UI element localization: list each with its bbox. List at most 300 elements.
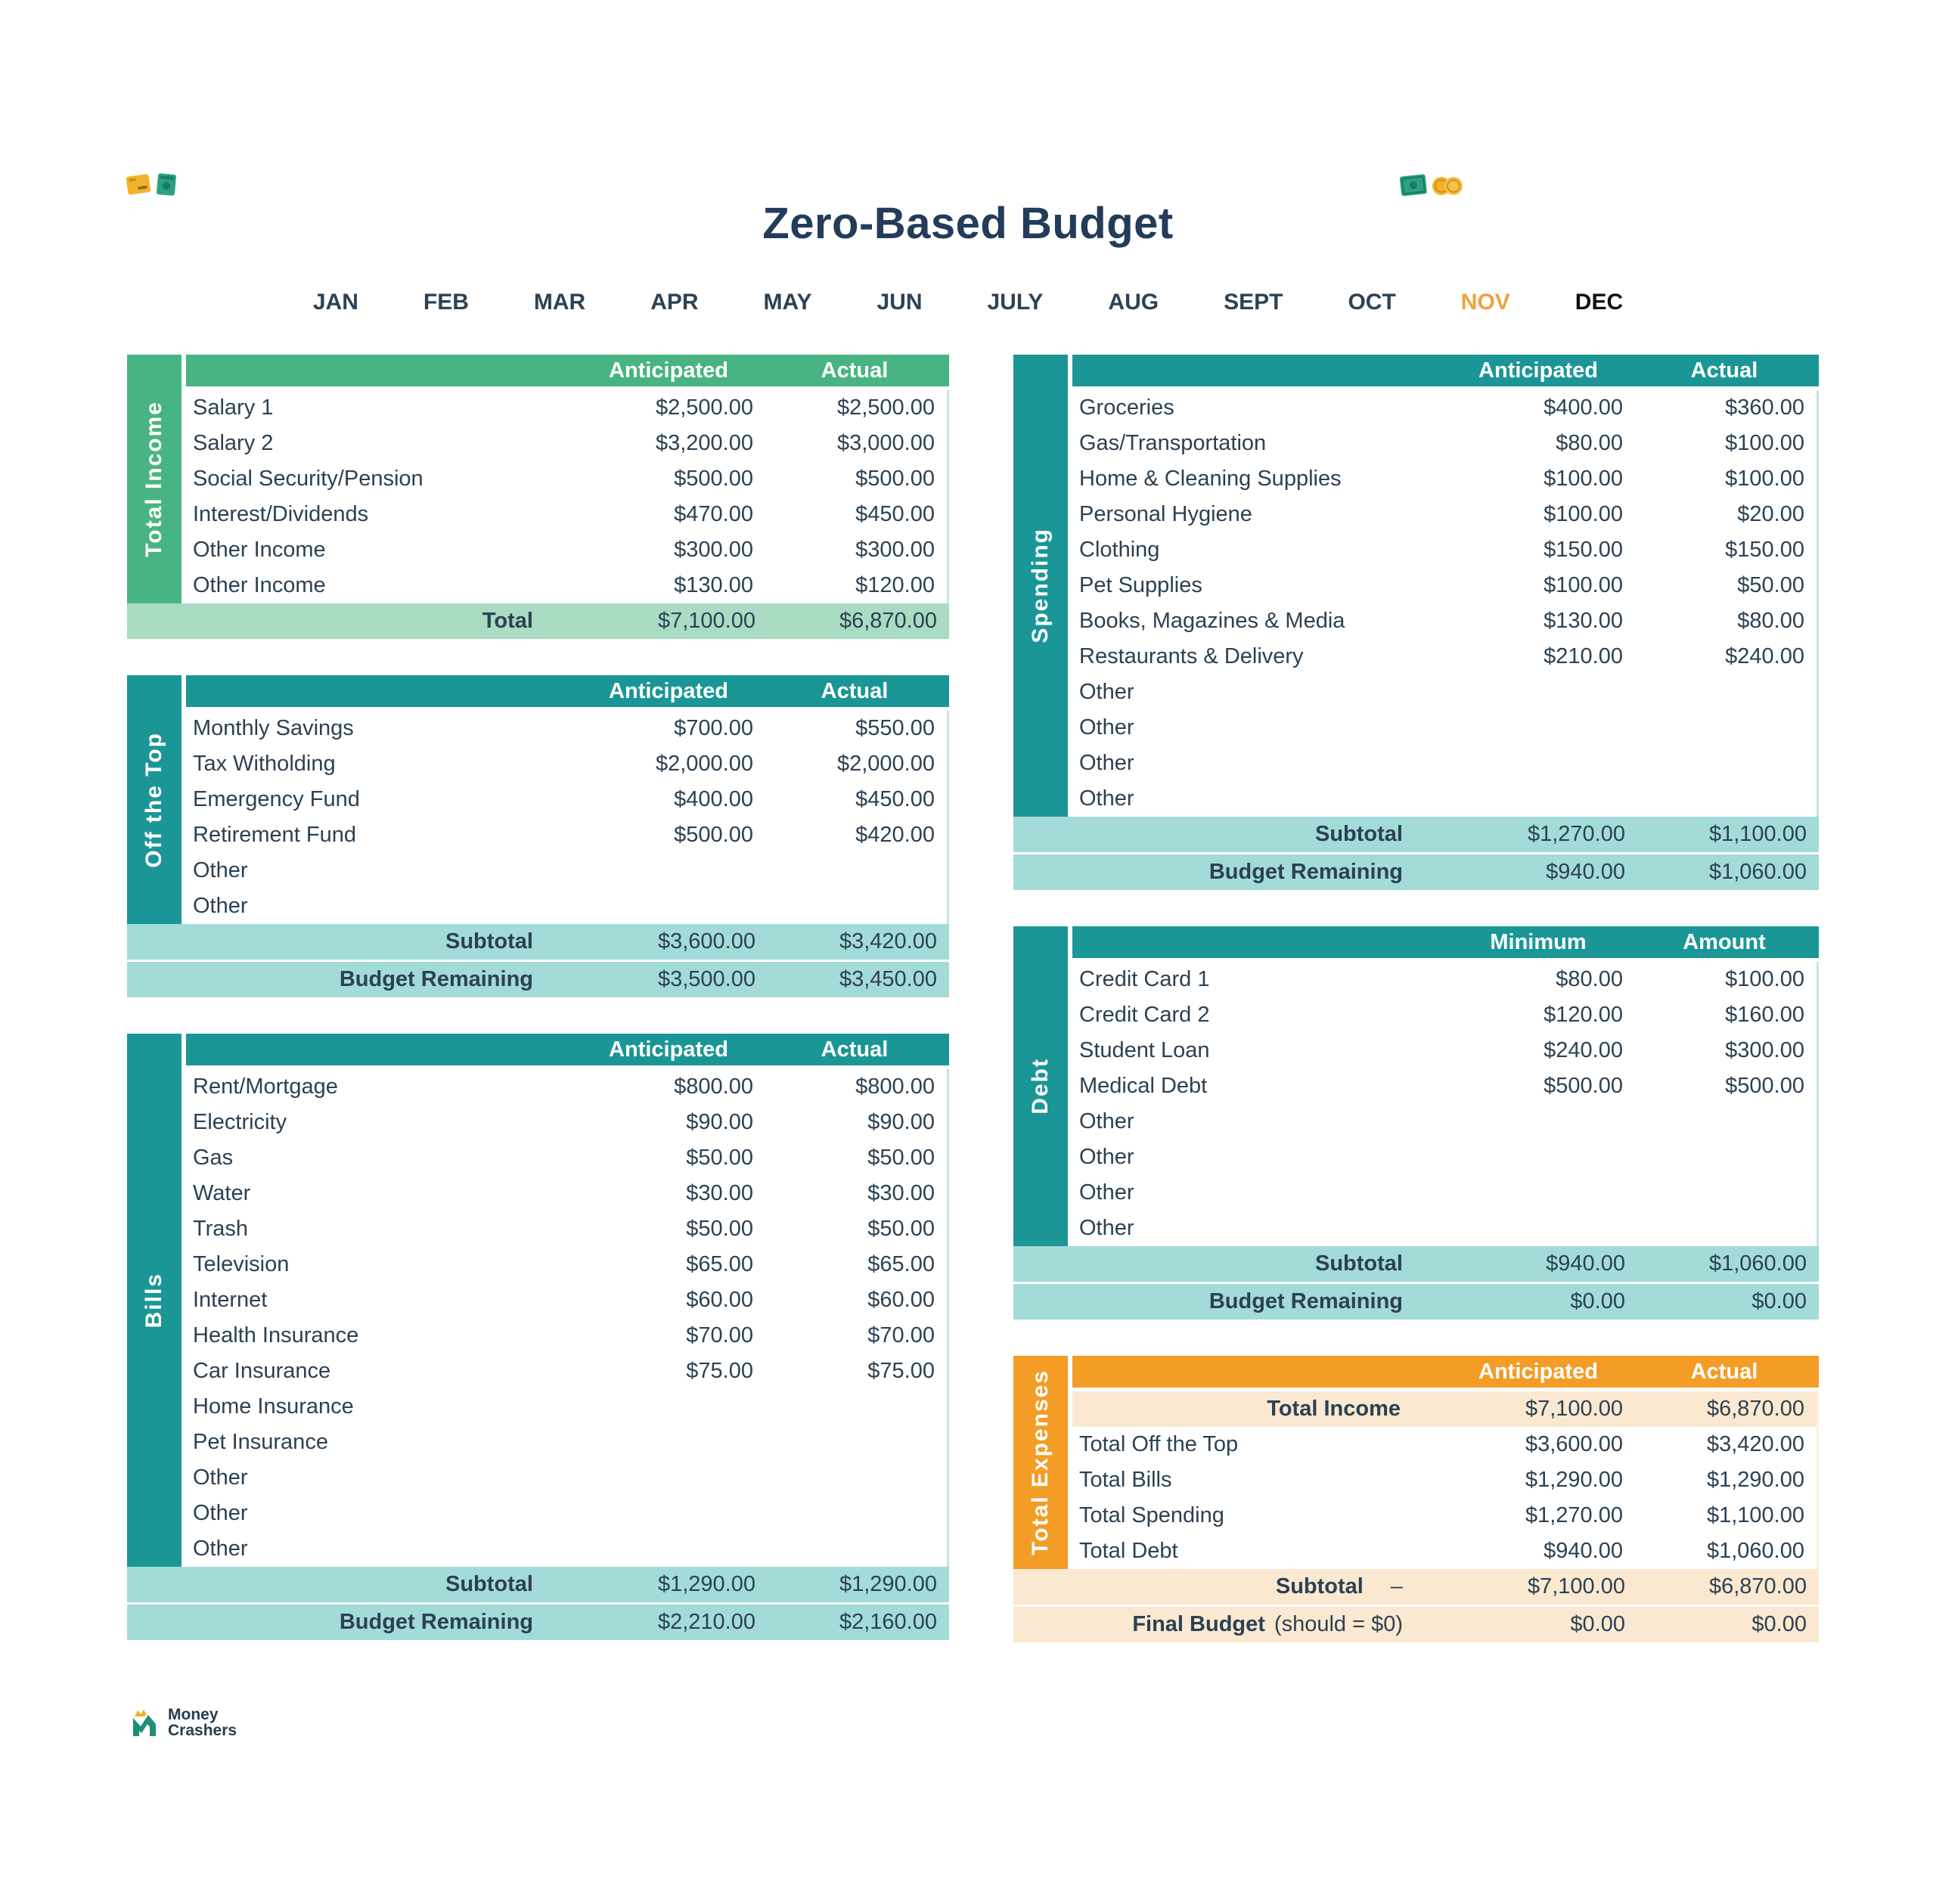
row-label: Other	[1079, 786, 1134, 811]
footer-label-text: Budget Remaining	[339, 1610, 533, 1634]
row-label: Gas	[193, 1146, 234, 1170]
row-value-2: $70.00	[867, 1323, 935, 1347]
row-value-1: $400.00	[1544, 395, 1623, 420]
row-label: Credit Card 1	[1079, 967, 1210, 991]
tables-area	[0, 355, 1936, 1679]
footer-label-text: Budget Remaining	[339, 967, 533, 991]
table-row	[186, 1282, 947, 1318]
total-expenses-band	[1013, 1356, 1068, 1569]
bills-content	[186, 1034, 949, 1567]
row-label: Rent/Mortgage	[193, 1074, 338, 1099]
row-value-1: $30.00	[686, 1181, 753, 1205]
table-row	[186, 532, 947, 568]
row-label: Gas/Transportation	[1079, 431, 1267, 455]
row-label: Other	[1079, 680, 1134, 704]
row-label: Pet Insurance	[193, 1430, 328, 1454]
row-value-2: $500.00	[1725, 1074, 1804, 1098]
table-row	[1072, 1462, 1817, 1498]
table-debt	[1013, 926, 1819, 1319]
debt-content	[1072, 926, 1819, 1246]
month-tab-jun[interactable]: JUN	[876, 290, 923, 315]
table-row	[186, 1176, 947, 1211]
row-value-1: $65.00	[686, 1252, 753, 1276]
spending-footer-row	[1013, 817, 1819, 852]
logo-line1: Money	[168, 1706, 219, 1723]
months-nav	[0, 290, 1936, 315]
footer-value-1: $7,100.00	[1527, 1574, 1625, 1599]
row-value-2: $1,060.00	[1706, 1539, 1804, 1563]
table-row	[1072, 1211, 1817, 1246]
total-expenses-content	[1072, 1356, 1819, 1569]
row-value-1: $150.00	[1544, 538, 1623, 562]
column-header-2: Actual	[821, 1037, 889, 1062]
row-value-2: $300.00	[1725, 1038, 1804, 1062]
month-tab-may[interactable]: MAY	[763, 290, 812, 315]
spending-main	[1013, 355, 1819, 817]
footer-value-2: $1,060.00	[1708, 1251, 1807, 1276]
table-row	[1072, 461, 1817, 497]
row-value-2: $150.00	[1725, 538, 1804, 562]
footer-label-text: Subtotal	[1315, 822, 1403, 846]
table-row	[186, 461, 947, 497]
row-value-1: $300.00	[674, 538, 753, 562]
logo-line2: Crashers	[168, 1722, 237, 1739]
column-header-1: Anticipated	[1478, 358, 1598, 383]
month-tab-dec[interactable]: DEC	[1575, 290, 1624, 315]
column-header-1: Anticipated	[609, 1037, 728, 1062]
column-header-1: Anticipated	[1478, 1359, 1598, 1384]
row-label: Total Income	[1267, 1397, 1401, 1421]
row-value-2: $50.00	[1737, 573, 1804, 597]
row-label: Personal Hygiene	[1079, 502, 1252, 526]
bills-footer-row	[127, 1567, 949, 1602]
debt-body	[1072, 962, 1819, 1246]
month-tab-sept[interactable]: SEPT	[1224, 290, 1283, 315]
row-value-1: $1,290.00	[1525, 1468, 1623, 1492]
row-label: Groceries	[1079, 395, 1174, 420]
table-row	[1072, 603, 1817, 639]
footer-value-1: $3,500.00	[657, 967, 755, 991]
footer-value-2: $6,870.00	[839, 609, 937, 633]
row-value-2: $1,100.00	[1706, 1503, 1804, 1527]
column-header-2: Actual	[821, 678, 889, 703]
footer-label	[127, 1610, 577, 1635]
row-label: Home & Cleaning Supplies	[1079, 467, 1342, 491]
row-label: Emergency Fund	[193, 787, 360, 811]
row-label: Total Off the Top	[1079, 1432, 1239, 1456]
footer-label	[1013, 1612, 1447, 1637]
row-value-1: $100.00	[1544, 467, 1623, 491]
table-row	[1072, 1175, 1817, 1211]
footer-value-1: $0.00	[1570, 1612, 1625, 1636]
row-value-2: $450.00	[855, 787, 935, 811]
table-row	[1072, 674, 1817, 710]
row-value-2: $500.00	[855, 467, 935, 491]
row-label: Total Debt	[1079, 1539, 1178, 1563]
table-row	[186, 1318, 947, 1354]
off-the-top-content	[186, 675, 949, 924]
bills-header	[186, 1034, 949, 1065]
row-label: Television	[193, 1252, 290, 1276]
table-row	[1072, 390, 1817, 426]
table-row	[186, 1247, 947, 1282]
footer-value-2: $6,870.00	[1708, 1574, 1807, 1599]
footer-label-text: Subtotal	[445, 1572, 533, 1596]
row-label: Other Income	[193, 573, 326, 597]
table-row	[186, 746, 947, 782]
row-label: Internet	[193, 1288, 268, 1312]
footer-value-2: $1,060.00	[1708, 860, 1807, 884]
row-value-2: $300.00	[855, 538, 935, 562]
row-value-1: $210.00	[1544, 644, 1623, 668]
footer-value-2: $2,160.00	[839, 1610, 937, 1634]
row-value-1: $100.00	[1544, 502, 1623, 526]
row-value-1: $70.00	[686, 1323, 753, 1347]
footer-label	[1013, 1289, 1447, 1314]
table-row	[186, 1460, 947, 1496]
row-label: Salary 1	[193, 395, 274, 420]
table-row	[1072, 1391, 1817, 1427]
row-value-1: $2,500.00	[655, 395, 753, 420]
row-label: Other	[1079, 1180, 1134, 1205]
table-row	[186, 1425, 947, 1460]
row-label: Pet Supplies	[1079, 573, 1202, 597]
footer-label-text: Subtotal	[445, 929, 533, 954]
spending-content	[1072, 355, 1819, 817]
row-value-2: $160.00	[1725, 1003, 1804, 1027]
table-row	[186, 782, 947, 817]
total-expenses-body	[1072, 1391, 1819, 1569]
row-label: Electricity	[193, 1110, 287, 1134]
table-row	[1072, 781, 1817, 817]
footer-value-1: $1,290.00	[657, 1572, 755, 1596]
month-tab-oct[interactable]: OCT	[1348, 290, 1396, 315]
table-row	[186, 1211, 947, 1247]
footer-label-text: Subtotal	[1275, 1574, 1364, 1599]
row-value-2: $60.00	[867, 1288, 935, 1312]
income-main	[127, 355, 949, 603]
row-value-1: $80.00	[1556, 431, 1623, 455]
row-label: Other	[1079, 1145, 1134, 1169]
row-value-1: $3,600.00	[1525, 1432, 1623, 1456]
footer-value-2: $1,100.00	[1708, 822, 1807, 846]
table-row	[1072, 962, 1817, 997]
footer-value-2: $0.00	[1751, 1289, 1807, 1313]
footer-value-2: $0.00	[1751, 1612, 1807, 1636]
table-row	[186, 817, 947, 853]
table-row	[1072, 997, 1817, 1033]
table-row	[1072, 710, 1817, 746]
row-value-1: $400.00	[674, 787, 753, 811]
page-title: Zero-Based Budget	[762, 199, 1174, 248]
table-row	[1072, 1498, 1817, 1533]
footer-value-2: $1,290.00	[839, 1572, 937, 1596]
footer-value-2: $3,420.00	[839, 929, 937, 954]
footer-label-text: Budget Remaining	[1208, 1289, 1403, 1313]
row-value-2: $50.00	[867, 1217, 935, 1241]
off-the-top-main	[127, 675, 949, 924]
row-label: Other	[1079, 1109, 1134, 1133]
row-value-1: $130.00	[674, 573, 753, 597]
row-label: Other	[193, 1501, 248, 1525]
footer-label	[1013, 860, 1447, 885]
table-row	[1072, 1140, 1817, 1175]
month-tab-jan[interactable]: JAN	[312, 290, 358, 315]
row-value-2: $2,000.00	[836, 752, 935, 776]
row-label: Home Insurance	[193, 1394, 354, 1419]
row-value-2: $360.00	[1725, 395, 1804, 420]
footer-value-1: $7,100.00	[657, 609, 755, 633]
column-header-1: Minimum	[1490, 929, 1587, 954]
column-header-2: Actual	[1690, 1359, 1758, 1384]
row-value-2: $1,290.00	[1706, 1468, 1804, 1492]
month-tab-mar[interactable]: MAR	[533, 290, 586, 315]
table-row	[1072, 1068, 1817, 1104]
row-label: Salary 2	[193, 431, 274, 455]
footer-label-text: Total	[482, 609, 533, 633]
off-the-top-footer-row	[127, 924, 949, 960]
row-value-1: $130.00	[1544, 609, 1623, 633]
row-value-2: $120.00	[855, 573, 935, 597]
row-label: Other	[193, 1465, 248, 1490]
row-value-2: $450.00	[855, 502, 935, 526]
row-value-1: $90.00	[686, 1110, 753, 1134]
income-footer-row	[127, 603, 949, 639]
footer-value-1: $3,600.00	[657, 929, 755, 954]
band-label: Debt	[1028, 1058, 1053, 1115]
off-the-top-band	[127, 675, 182, 924]
footer-label	[127, 967, 577, 992]
table-row	[186, 1531, 947, 1567]
table-row	[186, 1496, 947, 1531]
table-row	[186, 888, 947, 924]
row-label: Monthly Savings	[193, 716, 354, 740]
footer-label	[127, 1572, 577, 1597]
column-header-2: Actual	[1690, 358, 1758, 383]
money-icons-top-right	[1396, 168, 1466, 206]
row-value-1: $80.00	[1556, 967, 1623, 991]
column-header-2: Amount	[1683, 929, 1766, 954]
footer-label-text: Subtotal	[1315, 1251, 1403, 1276]
row-value-1: $500.00	[674, 467, 753, 491]
row-value-2: $20.00	[1737, 502, 1804, 526]
row-value-2: $550.00	[855, 716, 935, 740]
table-row	[186, 390, 947, 426]
month-tab-aug[interactable]: AUG	[1108, 290, 1159, 315]
band-label: Total Income	[141, 401, 166, 557]
table-row	[1072, 497, 1817, 532]
table-row	[186, 1069, 947, 1105]
band-label: Off the Top	[141, 731, 166, 868]
footer-label	[127, 929, 577, 954]
bills-body	[186, 1069, 949, 1567]
teal-banknote-icon	[157, 173, 176, 196]
month-tab-apr[interactable]: APR	[650, 290, 699, 315]
table-row	[186, 426, 947, 461]
table-row	[1072, 568, 1817, 603]
row-label: Student Loan	[1079, 1038, 1210, 1062]
row-label: Social Security/Pension	[193, 467, 424, 491]
row-value-1: $7,100.00	[1525, 1397, 1623, 1421]
row-value-2: $6,870.00	[1706, 1397, 1804, 1421]
table-row	[186, 497, 947, 532]
column-right	[1013, 355, 1819, 1679]
row-label: Other Income	[193, 538, 326, 562]
table-off-the-top	[127, 675, 949, 997]
row-value-1: $240.00	[1544, 1038, 1623, 1062]
table-row	[186, 1389, 947, 1425]
table-row	[1072, 1533, 1817, 1569]
row-value-2: $65.00	[867, 1252, 935, 1276]
row-label: Retirement Fund	[193, 823, 356, 847]
column-left	[127, 355, 949, 1679]
off-the-top-header	[186, 675, 949, 707]
row-label: Other	[1079, 715, 1134, 740]
row-value-1: $500.00	[1544, 1074, 1623, 1098]
footer-value-1: $0.00	[1570, 1289, 1625, 1313]
total-expenses-header	[1072, 1356, 1819, 1388]
row-value-1: $470.00	[674, 502, 753, 526]
row-label: Restaurants & Delivery	[1079, 644, 1304, 668]
row-value-2: $30.00	[867, 1181, 935, 1205]
row-value-2: $800.00	[855, 1074, 935, 1099]
table-row	[186, 1140, 947, 1176]
income-band	[127, 355, 182, 603]
footer-value-2: $3,450.00	[839, 967, 937, 991]
row-value-2: $420.00	[855, 823, 935, 847]
row-value-2: $3,000.00	[836, 431, 935, 455]
row-label: Trash	[193, 1217, 249, 1241]
row-value-1: $50.00	[686, 1217, 753, 1241]
table-total-expenses	[1013, 1356, 1819, 1642]
footer-label	[1013, 1574, 1447, 1599]
row-value-1: $75.00	[686, 1359, 753, 1383]
row-value-2: $75.00	[867, 1359, 935, 1383]
row-label: Credit Card 2	[1079, 1003, 1210, 1027]
row-label: Other	[193, 1537, 248, 1561]
row-label: Clothing	[1079, 538, 1160, 562]
column-header-1: Anticipated	[609, 358, 728, 383]
row-value-2: $3,420.00	[1706, 1432, 1804, 1456]
row-label: Health Insurance	[193, 1323, 359, 1347]
teal-banknote-icon	[1400, 174, 1428, 196]
row-value-2: $100.00	[1725, 467, 1804, 491]
row-label: Other	[193, 894, 248, 918]
table-spending	[1013, 355, 1819, 890]
footer-label	[1013, 1251, 1447, 1276]
debt-header	[1072, 926, 1819, 958]
yellow-banknote-icon	[126, 174, 150, 195]
column-header-2: Actual	[821, 358, 889, 383]
row-value-2: $240.00	[1725, 644, 1804, 668]
row-label: Total Bills	[1079, 1468, 1172, 1492]
debt-band	[1013, 926, 1068, 1246]
table-row	[1072, 1427, 1817, 1462]
footer-value-1: $940.00	[1546, 860, 1625, 884]
table-row	[1072, 1033, 1817, 1068]
table-row	[1072, 532, 1817, 568]
debt-footer-row	[1013, 1246, 1819, 1282]
footer-label	[1013, 822, 1447, 847]
band-label: Bills	[141, 1272, 166, 1329]
month-tab-nov[interactable]: NOV	[1460, 290, 1510, 315]
row-label: Total Spending	[1079, 1503, 1224, 1527]
row-value-1: $500.00	[674, 823, 753, 847]
row-value-2: $90.00	[867, 1110, 935, 1134]
moneycrashers-logo	[129, 1706, 237, 1739]
footer-label-suffix: (should = $0)	[1274, 1612, 1403, 1636]
row-value-1: $3,200.00	[655, 431, 753, 455]
table-row	[1072, 1104, 1817, 1140]
table-row	[186, 1354, 947, 1389]
debt-main	[1013, 926, 1819, 1246]
debt-footer-row	[1013, 1282, 1819, 1319]
row-label: Interest/Dividends	[193, 502, 369, 526]
footer-value-1: $2,210.00	[657, 1610, 755, 1634]
income-header	[186, 355, 949, 386]
row-value-1: $800.00	[674, 1074, 753, 1099]
footer-label-text: Budget Remaining	[1208, 860, 1403, 884]
row-label: Other	[1079, 1216, 1134, 1240]
moneycrashers-logo-text	[168, 1707, 237, 1738]
row-label: Other	[193, 858, 248, 882]
month-tab-july[interactable]: JULY	[987, 290, 1044, 315]
table-income	[127, 355, 949, 639]
total-expenses-footer-row	[1013, 1569, 1819, 1605]
spending-footer-row	[1013, 852, 1819, 890]
row-value-1: $2,000.00	[655, 752, 753, 776]
row-label: Books, Magazines & Media	[1079, 609, 1345, 633]
row-label: Tax Witholding	[193, 752, 336, 776]
money-icons-top-left	[121, 165, 183, 205]
spending-header	[1072, 355, 1819, 386]
band-label: Spending	[1028, 528, 1053, 643]
row-value-2: $50.00	[867, 1146, 935, 1170]
spending-band	[1013, 355, 1068, 817]
month-tab-feb[interactable]: FEB	[423, 290, 469, 315]
total-expenses-footer-row	[1013, 1605, 1819, 1642]
row-label: Medical Debt	[1079, 1074, 1208, 1098]
row-label: Water	[193, 1181, 251, 1205]
row-label: Car Insurance	[193, 1359, 331, 1383]
row-value-2: $2,500.00	[836, 395, 935, 420]
band-label: Total Expenses	[1028, 1369, 1053, 1555]
table-row	[186, 1105, 947, 1140]
income-body	[186, 390, 949, 603]
footer-value-1: $940.00	[1546, 1251, 1625, 1276]
row-value-2: $100.00	[1725, 967, 1804, 991]
row-value-1: $60.00	[686, 1288, 753, 1312]
table-row	[186, 853, 947, 888]
table-row	[186, 711, 947, 746]
column-header-1: Anticipated	[609, 678, 728, 703]
table-row	[1072, 426, 1817, 461]
row-label: Other	[1079, 751, 1134, 775]
bills-band	[127, 1034, 182, 1567]
row-value-1: $120.00	[1544, 1003, 1623, 1027]
row-value-1: $1,270.00	[1525, 1503, 1623, 1527]
footer-value-1: $1,270.00	[1527, 822, 1625, 846]
table-row	[1072, 746, 1817, 781]
row-value-1: $100.00	[1544, 573, 1623, 597]
off-the-top-footer-row	[127, 960, 949, 997]
table-row	[1072, 639, 1817, 674]
subtotal-dash: –	[1390, 1574, 1403, 1599]
spending-body	[1072, 390, 1819, 817]
bills-footer-row	[127, 1602, 949, 1640]
income-content	[186, 355, 949, 603]
table-row	[186, 568, 947, 603]
